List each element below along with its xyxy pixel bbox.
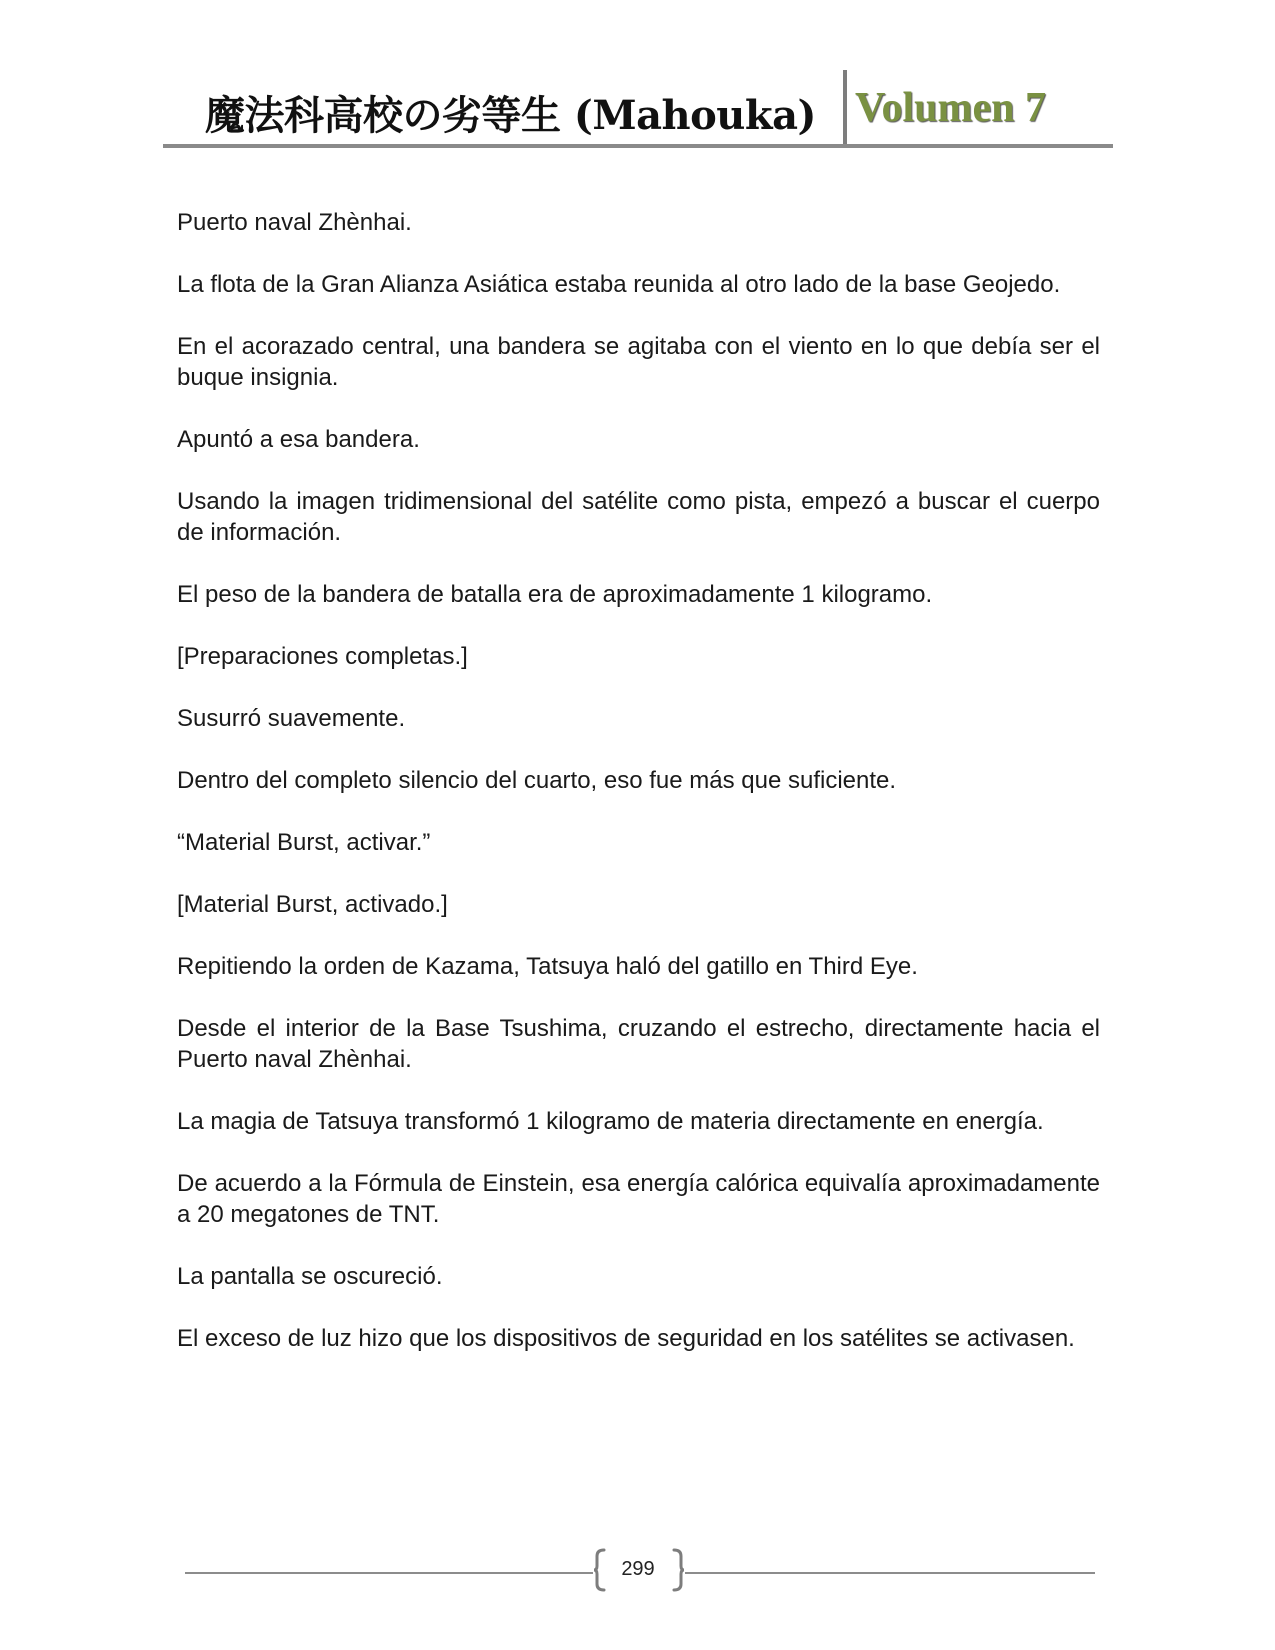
paragraph: La pantalla se oscureció. [177,1263,443,1290]
paragraph: El exceso de luz hizo que los dispositivos de seguridad en los satélites se activasen. [177,1325,1075,1352]
paragraph: [Material Burst, activado.] [177,891,448,918]
paragraph: Desde el interior de la Base Tsushima, cruzando el estrecho, directamente hacia el Puerto naval Zhènhai. [177,1015,1100,1073]
right-brace-icon [671,1548,685,1592]
page-header [163,70,1113,148]
paragraph: El peso de la bandera de batalla era de aproximadamente 1 kilogramo. [177,581,933,608]
paragraph: En el acorazado central, una bandera se agitaba con el viento en lo que debía ser el buque insignia. [177,333,1100,391]
header-divider [843,70,847,146]
paragraph: Usando la imagen tridimensional del satélite como pista, empezó a buscar el cuerpo de información. [177,488,1100,546]
paragraph: Susurró suavemente. [177,705,406,732]
paragraph: “Material Burst, activar.” [177,829,431,856]
footer-rule-left [185,1572,593,1574]
page-footer [185,1548,1095,1598]
paragraph: [Preparaciones completas.] [177,643,468,670]
paragraph: Puerto naval Zhènhai. [177,209,412,236]
footer-rule-right [685,1572,1095,1574]
paragraph: Apuntó a esa bandera. [177,426,420,453]
page-body [177,207,1100,1385]
paragraph: De acuerdo a la Fórmula de Einstein, esa energía calórica equivalía aproximadamente a 20 megatones de TNT. [177,1170,1100,1228]
paragraph: La flota de la Gran Alianza Asiática estaba reunida al otro lado de la base Geojedo. [177,271,1061,298]
volume-label: Volumen 7 [855,85,1046,131]
page-number: 299 [621,1558,655,1580]
header-rule [163,144,1113,148]
paragraph: Repitiendo la orden de Kazama, Tatsuya haló del gatillo en Third Eye. [177,953,918,980]
paragraph: La magia de Tatsuya transformó 1 kilogramo de materia directamente en energía. [177,1108,1044,1135]
book-title: 魔法科高校の劣等生 (Mahouka) [205,92,816,139]
paragraph: Dentro del completo silencio del cuarto, eso fue más que suficiente. [177,767,897,794]
